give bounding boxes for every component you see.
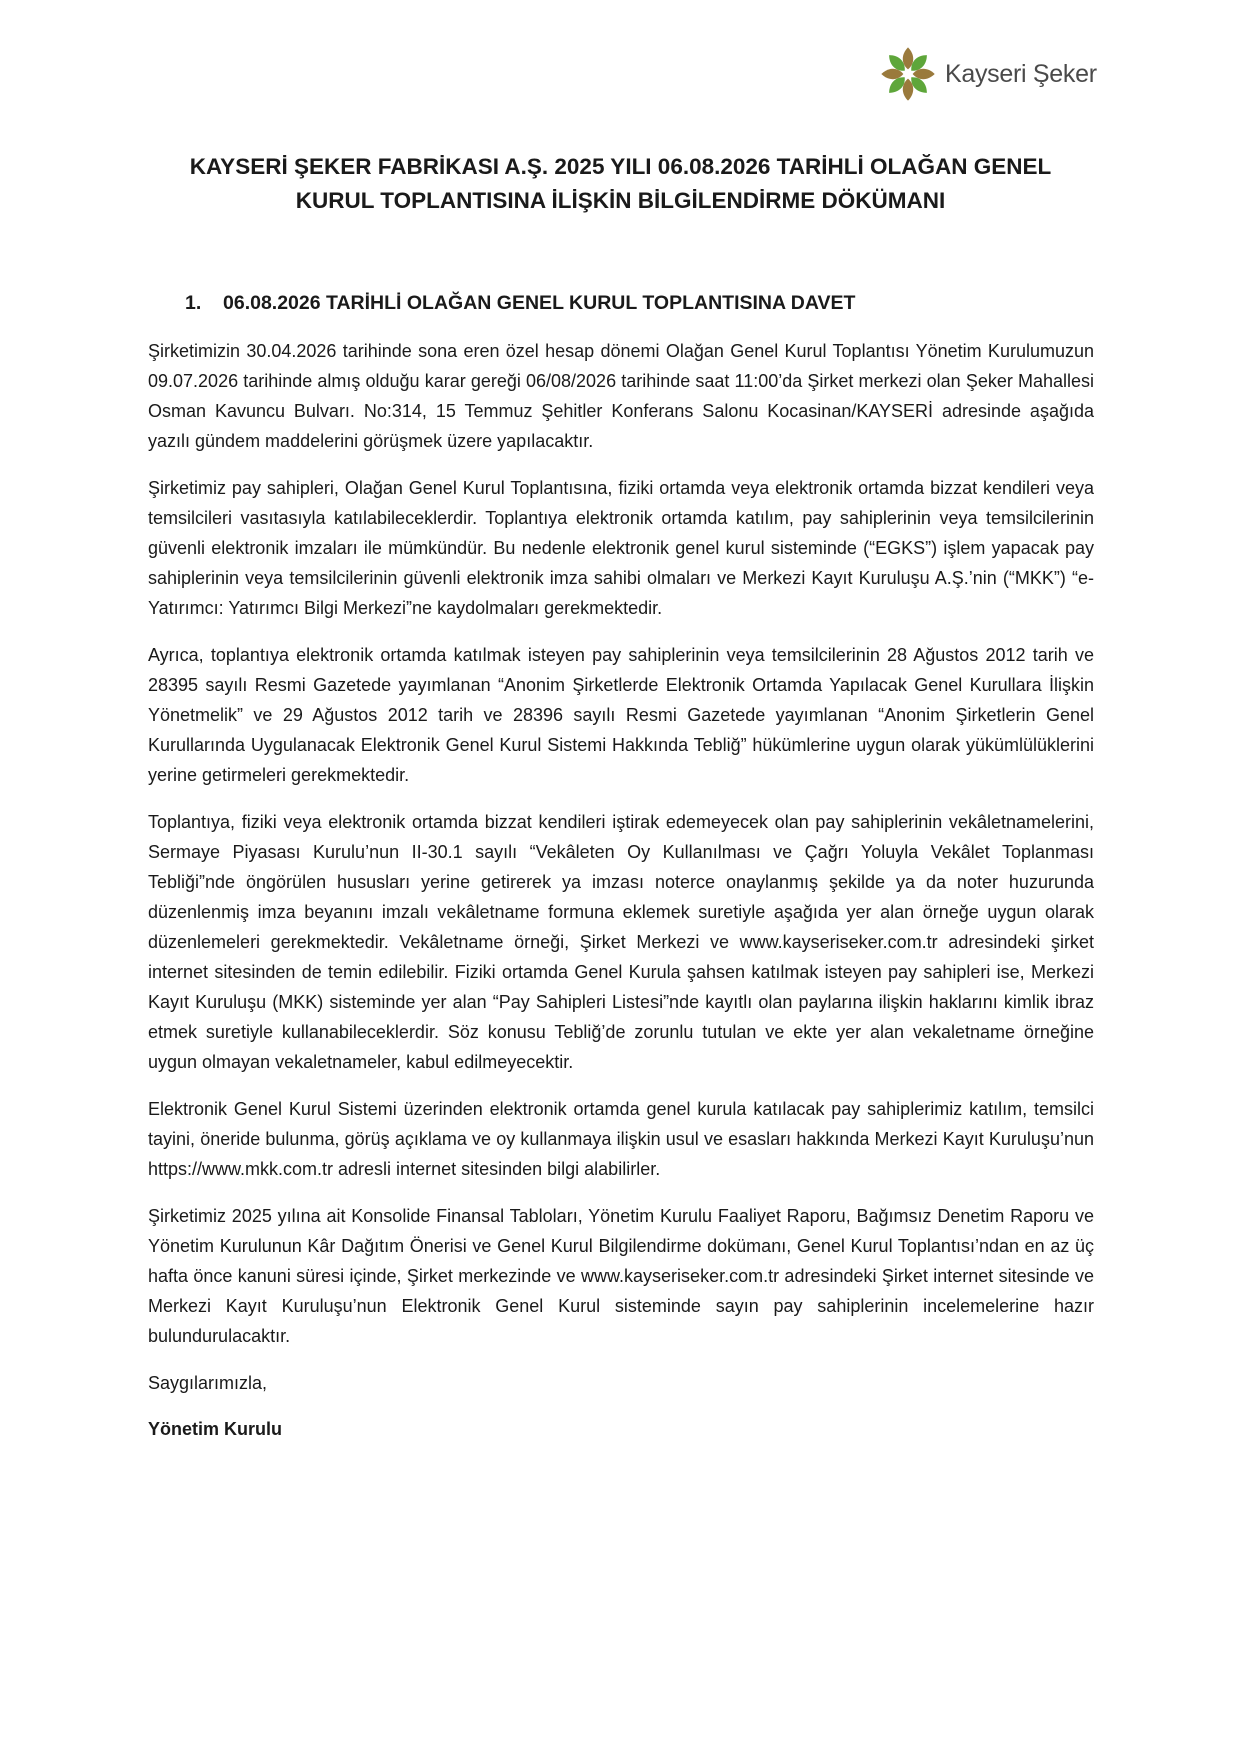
document-title-line-2: KURUL TOPLANTISINA İLİŞKİN BİLGİLENDİRME DÖKÜMANI [295, 188, 946, 213]
paragraph-meeting-invitation: Şirketimizin 30.04.2026 tarihinde sona eren özel hesap dönemi Olağan Genel Kurul Toplantısı Yönetim Kurulumuzun 09.07.2026 tarihinde almış olduğu karar gereği 06/08/2026 tarihinde saat 11:00’da Şirket merkezi olan Şeker Mahallesi Osman Kavuncu Bulvarı. No:314, 15 Temmuz Şehitler Konferans Salonu Kocasinan/KAYSERİ adresinde aşağıda yazılı gündem maddelerini görüşmek üzere yapılacaktır. [148, 341, 1094, 451]
paragraph-electronic-regulations: Ayrıca, toplantıya elektronik ortamda katılmak isteyen pay sahiplerinin veya temsilcilerinin 28 Ağustos 2012 tarih ve 28395 sayılı Resmi Gazetede yayımlanan “Anonim Şirketlerde Elektronik Ortamda Yapılacak Genel Kurullara İlişkin Yönetmelik” ve 29 Ağustos 2012 tarih ve 28396 sayılı Resmi Gazetede yayımlanan “Anonim Şirketlerin Genel Kurullarında Uygulanacak Elektronik Genel Kurul Sistemi Hakkında Tebliğ” hükümlerine uygun olarak yükümlülüklerini yerine getirmeleri gerekmektedir. [148, 645, 1094, 785]
section-heading-text: 06.08.2026 TARİHLİ OLAĞAN GENEL KURUL TOPLANTISINA DAVET [223, 292, 856, 314]
section-heading [185, 289, 855, 317]
signature-board: Yönetim Kurulu [148, 1419, 282, 1439]
document-title [130, 150, 1111, 218]
logo-brand-name: Kayseri Şeker [945, 59, 1097, 88]
paragraph-participation: Şirketimiz pay sahipleri, Olağan Genel Kurul Toplantısına, fiziki ortamda veya elektronik ortamda bizzat kendileri veya temsilcileri vasıtasıyla katılabileceklerdir. Toplantıya elektronik ortamda katılım, pay sahiplerinin veya temsilcilerinin güvenli elektronik imzaları ile mümkündür. Bu nedenle elektronik genel kurul sisteminde (“EGKS”) işlem yapacak pay sahiplerinin veya temsilcilerinin güvenli elektronik imza sahibi olmaları ve Merkezi Kayıt Kuruluşu A.Ş.’nin (“MKK”) “e-Yatırımcı: Yatırımcı Bilgi Merkezi”ne kaydolmaları gerekmektedir. [148, 478, 1094, 618]
paragraph-documents-availability: Şirketimiz 2025 yılına ait Konsolide Finansal Tabloları, Yönetim Kurulu Faaliyet Raporu, Bağımsız Denetim Raporu ve Yönetim Kurulunun Kâr Dağıtım Önerisi ve Genel Kurul Bilgilendirme dokümanı, Genel Kurul Toplantısı’ndan en az üç hafta önce kanuni süresi içinde, Şirket merkezinde ve www.kayseriseker.com.tr adresindeki Şirket internet sitesinde ve Merkezi Kayıt Kuruluşu’nun Elektronik Genel Kurul sisteminde sayın pay sahiplerinin incelemelerine hazır bulundurulacaktır. [148, 1206, 1094, 1346]
section-number: 1. [185, 292, 202, 314]
closing-salutation: Saygılarımızla, [148, 1373, 268, 1393]
sugar-flower-logo-icon [879, 45, 937, 103]
document-body [148, 336, 1094, 1461]
company-logo [879, 44, 1097, 104]
document-title-line-1: KAYSERİ ŞEKER FABRİKASI A.Ş. 2025 YILI 06.08.2026 TARİHLİ OLAĞAN GENEL [189, 154, 1052, 179]
paragraph-proxy: Toplantıya, fiziki veya elektronik ortamda bizzat kendileri iştirak edemeyecek olan pay sahiplerinin vekâletnamelerini, Sermaye Piyasası Kurulu’nun II-30.1 sayılı “Vekâleten Oy Kullanılması ve Çağrı Yoluyla Vekâlet Toplanması Tebliği”nde öngörülen hususları yerine getirerek ya imzası noterce onaylanmış şekilde ya da noter huzurunda düzenlenmiş imza beyanını imzalı vekâletname formuna eklemek suretiyle aşağıda yer alan örneğe uygun olarak düzenlemeleri gerekmektedir. Vekâletname örneği, Şirket Merkezi ve www.kayseriseker.com.tr adresindeki şirket internet sitesinden de temin edilebilir. Fiziki ortamda Genel Kurula şahsen katılmak isteyen pay sahipleri ise, Merkezi Kayıt Kuruluşu (MKK) sisteminde yer alan “Pay Sahipleri Listesi”nde kayıtlı olan paylarına ilişkin haklarını kimlik ibraz etmek suretiyle kullanabileceklerdir. Söz konusu Tebliğ’de zorunlu tutulan ve ekte yer alan vekaletname örneğine uygun olmayan vekaletnameler, kabul edilmeyecektir. [148, 812, 1094, 1072]
paragraph-egks-info: Elektronik Genel Kurul Sistemi üzerinden elektronik ortamda genel kurula katılacak pay sahiplerimiz katılım, temsilci tayini, öneride bulunma, görüş açıklama ve oy kullanmaya ilişkin usul ve esasları hakkında Merkezi Kayıt Kuruluşu’nun https://www.mkk.com.tr adresli internet sitesinden bilgi alabilirler. [148, 1099, 1094, 1179]
